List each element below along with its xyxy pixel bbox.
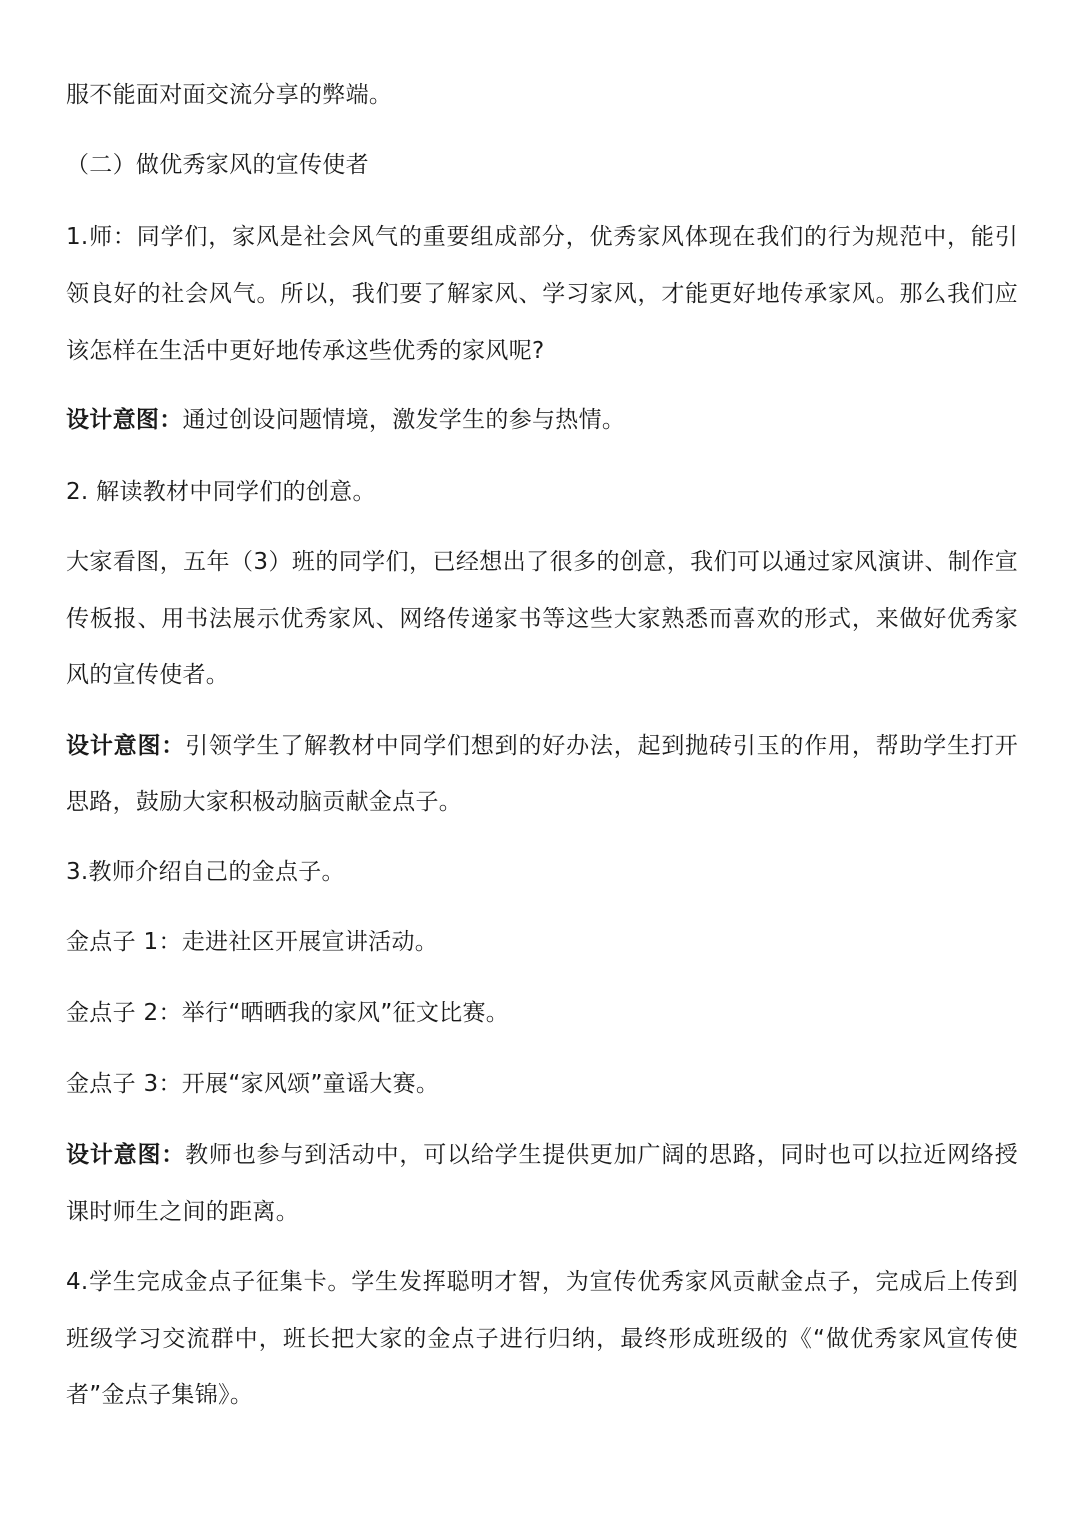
text-line: 者”金点子集锦》。 [66,1382,254,1408]
design-intent-paragraph [66,731,1018,761]
design-intent-text: 教师也参与到活动中，可以给学生提供更加广阔的思路，同时也可以拉近网络授 [185,1142,1019,1168]
design-intent-text: 通过创设问题情境，激发学生的参与热情。 [182,407,626,433]
text-line: 该怎样在生活中更好地传承这些优秀的家风呢? [66,338,545,364]
design-intent-paragraph [66,405,1018,435]
section-heading: （二）做优秀家风的宣传使者 [66,152,369,178]
text-line: 1.师：同学们，家风是社会风气的重要组成部分，优秀家风体现在我们的行为规范中，能引 [66,224,1018,250]
text-line: 3.教师介绍自己的金点子。 [66,859,345,885]
design-intent-text: 引领学生了解教材中同学们想到的好办法，起到抛砖引玉的作用，帮助学生打开 [185,733,1019,759]
design-intent-label: 设计意图： [66,1142,186,1168]
text-line: 服不能面对面交流分享的弊端。 [66,82,393,108]
text-line: 4.学生完成金点子征集卡。学生发挥聪明才智，为宣传优秀家风贡献金点子，完成后上传到 [66,1269,1018,1295]
list-item: 金点子 1：走进社区开展宣讲活动。 [66,929,439,955]
text-line: 2. 解读教材中同学们的创意。 [66,479,376,505]
text-line: 传板报、用书法展示优秀家风、网络传递家书等这些大家熟悉而喜欢的形式，来做好优秀家 [66,606,1018,632]
text-line: 风的宣传使者。 [66,662,230,688]
text-line: 领良好的社会风气。所以，我们要了解家风、学习家风，才能更好地传承家风。那么我们应 [66,281,1018,307]
text-line: 课时师生之间的距离。 [66,1199,299,1225]
design-intent-label: 设计意图： [66,733,186,759]
list-item: 金点子 3：开展“家风颂”童谣大赛。 [66,1071,440,1097]
text-line: 思路，鼓励大家积极动脑贡献金点子。 [66,789,463,815]
text-line: 大家看图，五年（3）班的同学们，已经想出了很多的创意，我们可以通过家风演讲、制作宣 [66,549,1018,575]
text-line: 班级学习交流群中，班长把大家的金点子进行归纳，最终形成班级的《“做优秀家风宣传使 [66,1326,1018,1352]
design-intent-paragraph [66,1140,1018,1170]
list-item: 金点子 2：举行“晒晒我的家风”征文比赛。 [66,1000,510,1026]
design-intent-label: 设计意图： [66,407,183,433]
